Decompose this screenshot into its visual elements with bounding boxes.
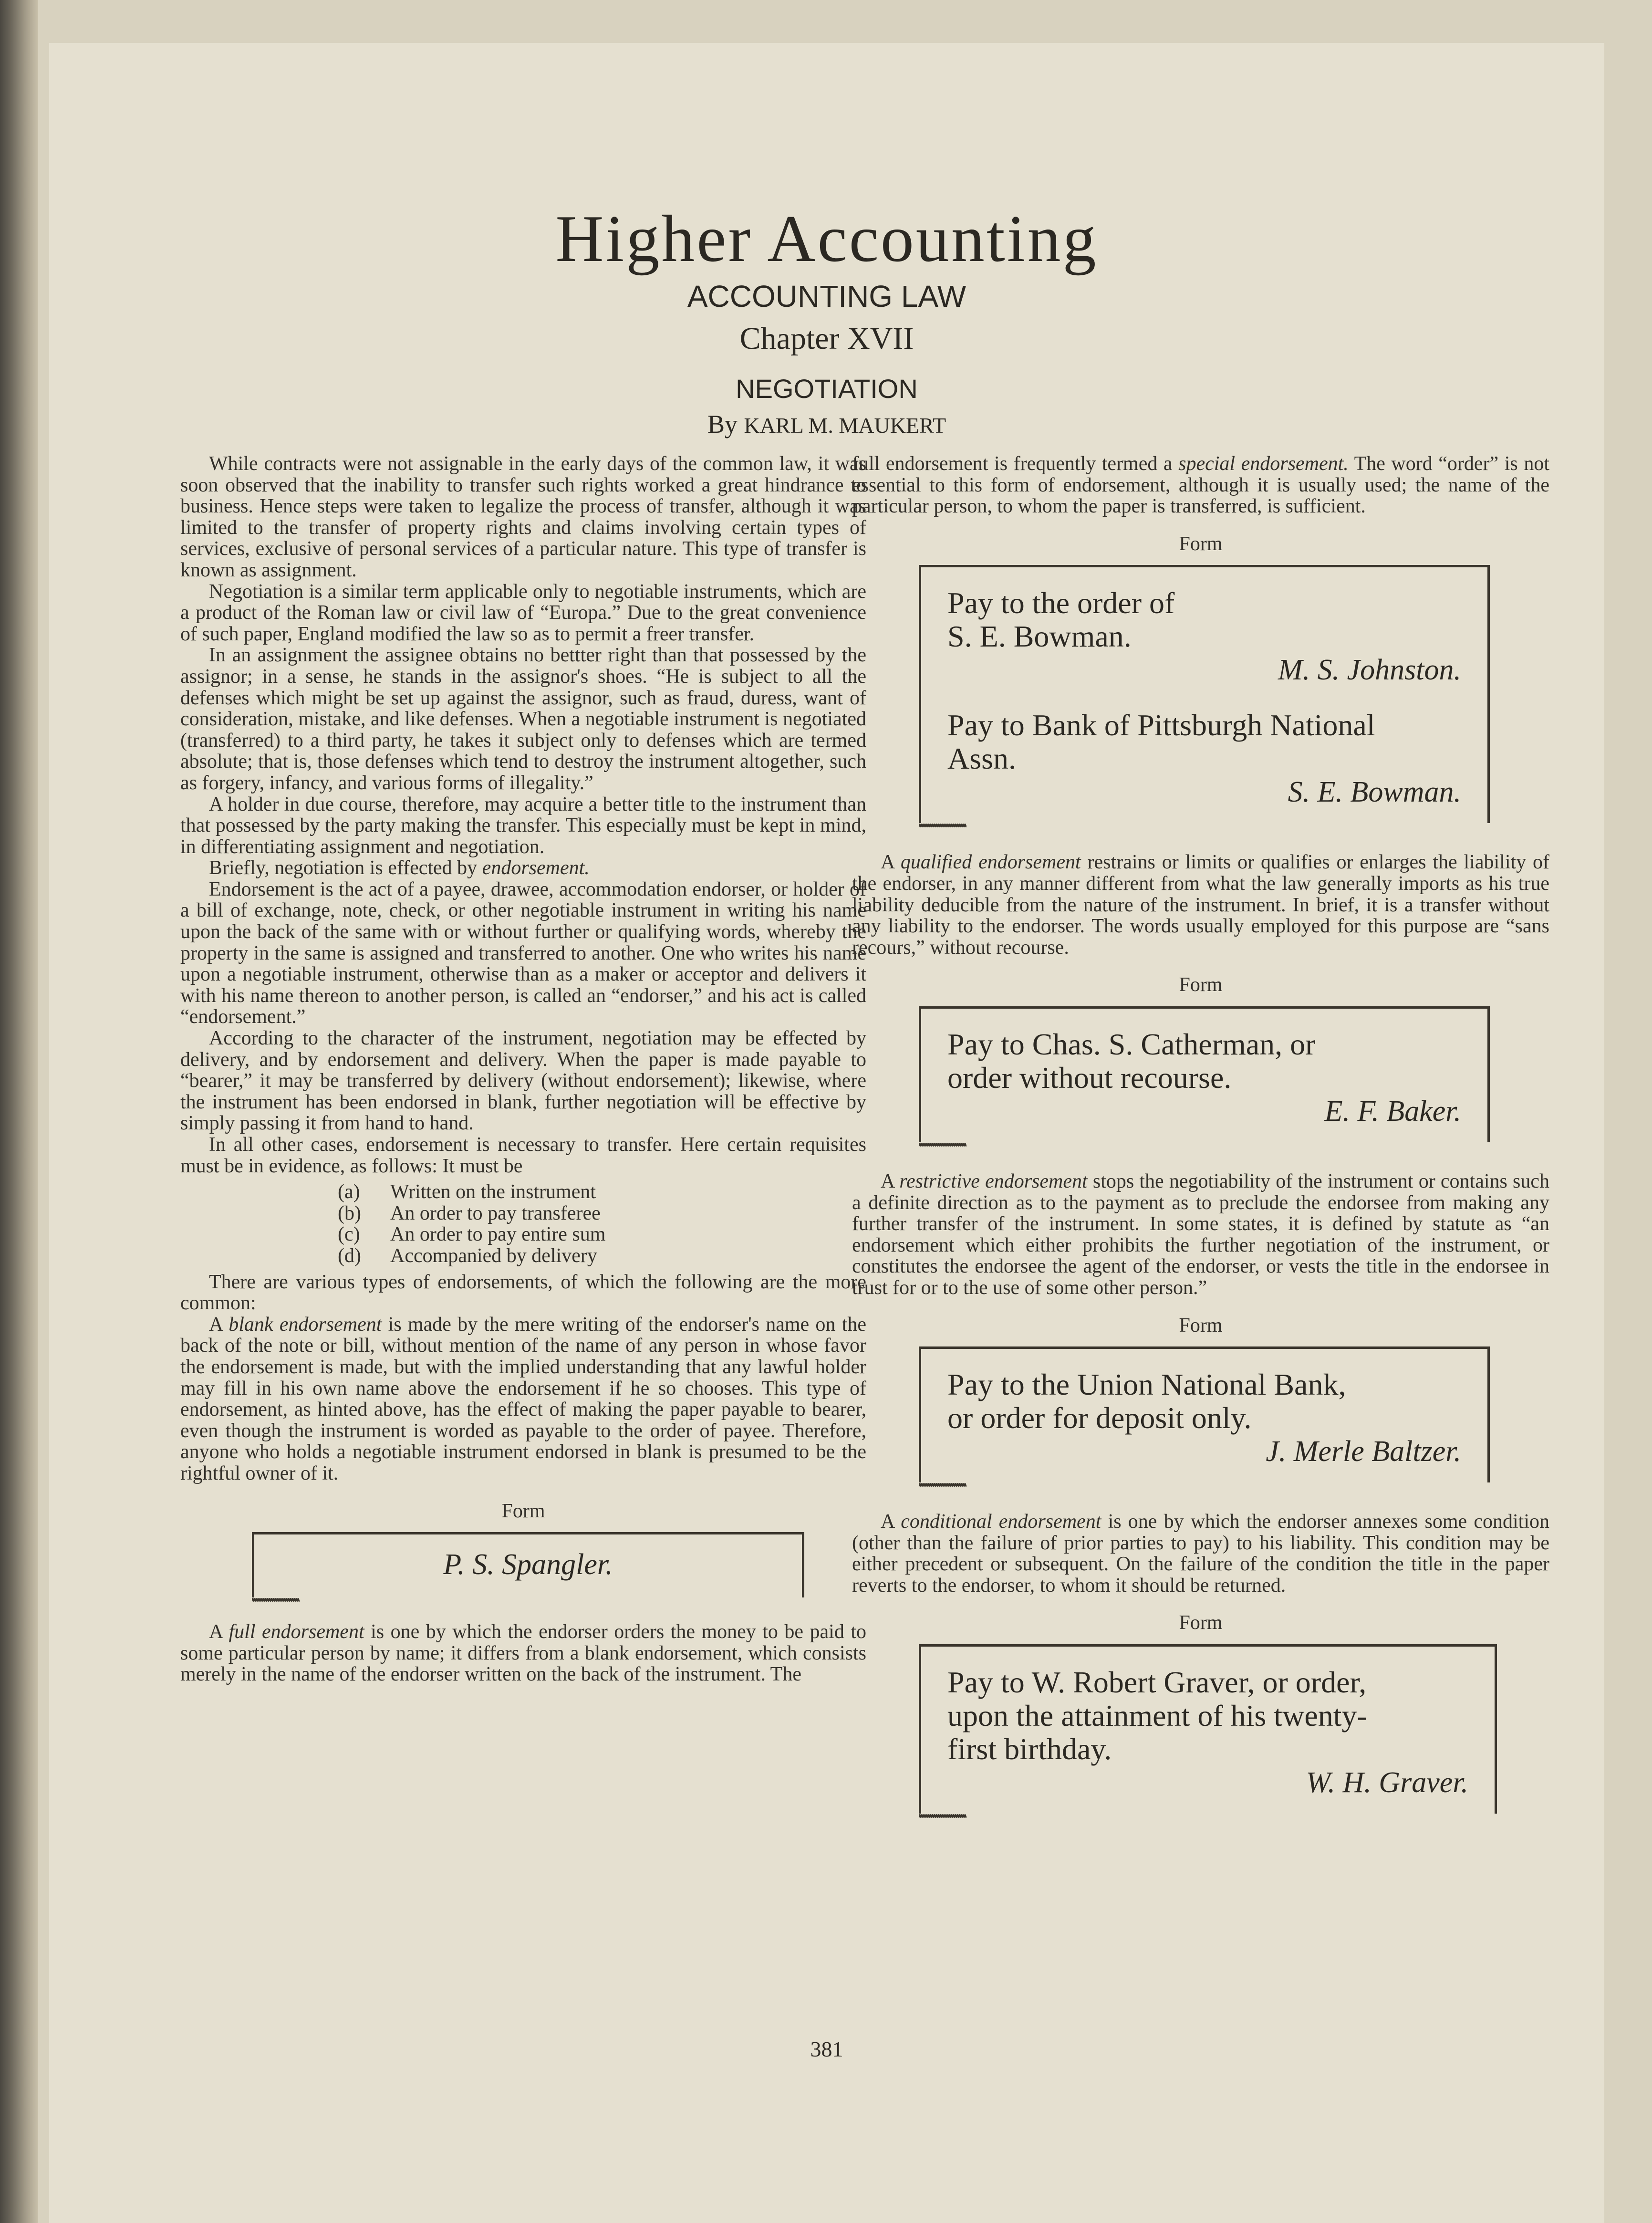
endorsement-form-qualified — [919, 1006, 1490, 1142]
wavy-border — [919, 1140, 966, 1149]
wavy-border — [919, 821, 966, 830]
form-text: Pay to the Union National Bank, — [947, 1367, 1346, 1402]
endorsement-form-blank — [252, 1532, 804, 1597]
page — [49, 43, 1604, 2223]
form-label: Form — [501, 1500, 545, 1522]
form-text: Assn. — [947, 741, 1017, 776]
list-item: (b) An order to pay transferee — [338, 1202, 601, 1224]
signature: J. Merle Baltzer. — [1266, 1435, 1461, 1468]
emphasis-term: endorsement. — [482, 857, 590, 879]
form-text: Pay to Chas. S. Catherman, or — [947, 1027, 1316, 1061]
emphasis-term: conditional endorsement — [901, 1511, 1101, 1533]
paragraph: According to the character of the instrument, negotiation may be effected by delivery, and by endorsement and delivery. When the paper is made payable to “bearer,” it may be transferred by delivery (without endorsement); likewise, where the instrument has been endorsed in blank, further negotiation will be effective by simply passing it from hand to hand. — [180, 1027, 866, 1135]
form-text: first birthday. — [947, 1732, 1112, 1766]
paragraph: A conditional endorsement is one by which the endorser annexes some condition (other than the failure of prior parties to pay) to his liability. This condition may be either precedent or subsequent. On the failure of the condition the title in the paper reverts to the endorser, to whom it should be returned. — [852, 1511, 1550, 1597]
right-column — [852, 453, 1549, 1814]
chapter-heading: Chapter XVII — [739, 321, 914, 356]
emphasis-term: qualified endorsement — [900, 851, 1081, 874]
emphasis-term: blank endorsement — [229, 1313, 382, 1336]
paragraph: A restrictive endorsement stops the negotiability of the instrument or contains such a definite direction as to the payment as to preclude the endorsee from making any further transfer of the instrument. In some states, it is defined by statute as “an endorsement which either prohibits the further negotiation of the instrument, or constitutes the endorsee the agent of the endorser, or vests the title in the endorsee in trust for or to the use of some other person.” — [852, 1170, 1549, 1299]
left-column — [180, 453, 866, 1685]
form-text: Pay to the order of — [947, 586, 1175, 620]
paragraph: While contracts were not assignable in the early days of the common law, it was soon observed that the inability to transfer such rights worked a great hindrance to business. Hence steps were taken to legalize the process of transfer, although it was limited to the transfer of property rights and claims involving certain types of services, exclusive of personal services of a particular nature. This type of transfer is known as assignment. — [180, 453, 866, 581]
paragraph: A full endorsement is one by which the endorser orders the money to be paid to some particular person by name; it differs from a blank endorsement, which consists merely in the name of the endorser written on the back of the instrument. The — [180, 1621, 866, 1686]
endorsement-form-conditional — [919, 1644, 1497, 1814]
byline — [49, 409, 1604, 439]
byline-prefix: By — [707, 410, 738, 438]
signature: W. H. Graver. — [1306, 1766, 1468, 1799]
wavy-border — [919, 1481, 966, 1489]
emphasis-term: restrictive endorsement — [899, 1170, 1088, 1192]
requisites-list — [180, 1181, 866, 1266]
paragraph: In an assignment the assignee obtains no bettter right than that possessed by the assignor; in a sense, he stands in the assignor's shoes. “He is subject to all the defenses which might be set up against the assignor, such as fraud, duress, want of consideration, mistake, and like defenses. When a negotiable instrument is negotiated (transferred) to a third party, he takes it subject only to defenses which are termed absolute; that is, those defenses which tend to destroy the instrument altogether, such as forgery, infancy, and various forms of illegality.” — [180, 644, 866, 794]
endorsement-form-special — [919, 565, 1490, 823]
form-label: Form — [1179, 1314, 1223, 1336]
page-title: Higher Accounting — [555, 202, 1098, 276]
signature: E. F. Baker. — [1324, 1095, 1461, 1127]
form-text: Pay to Bank of Pittsburgh National — [947, 708, 1375, 742]
paragraph: A qualified endorsement restrains or limits or qualifies or enlarges the liability of the endorser, in any manner different from what the law generally imports as his true liability deducible from the nature of the instrument. In brief, it is a transfer without any liability to the endorser. The words usually employed for this purpose are “sans recours,” without recourse. — [852, 851, 1550, 959]
article-subtitle: ACCOUNTING LAW — [687, 279, 966, 313]
page-number: 381 — [810, 2037, 843, 2061]
paragraph: Briefly, negotiation is effected by endorsement. — [209, 857, 590, 879]
signature: S. E. Bowman. — [1288, 776, 1461, 809]
emphasis-term: full endorsement — [229, 1621, 364, 1643]
signature: M. S. Johnston. — [1278, 654, 1461, 687]
section-heading: NEGOTIATION — [736, 374, 918, 404]
form-label: Form — [1179, 532, 1223, 555]
author-name: KARL M. MAUKERT — [744, 413, 946, 438]
paragraph: full endorsement is frequently termed a special endorsement. The word “order” is not essential to this form of endorsement, although it is usually used; the name of the particular person, to whom the paper is transferred, is sufficient. — [852, 453, 1549, 518]
signature: P. S. Spangler. — [443, 1548, 613, 1581]
form-text: S. E. Bowman. — [947, 619, 1132, 654]
paragraph: A blank endorsement is made by the mere writing of the endorser's name on the back of the note or bill, without mention of the name of any person in whose favor the endorsement is made, but with the implied understanding that any lawful holder may fill in his own name above the endorsement if he so chooses. This type of endorsement, as hinted above, has the effect of making the paper payable to bearer, even though the instrument is worded as payable to the order of payee. Therefore, anyone who holds a negotiable instrument endorsed in blank is presumed to be the rightful owner of it. — [180, 1313, 866, 1484]
paragraph: Endorsement is the act of a payee, drawee, accommodation endorser, or holder of a bill of exchange, note, check, or other negotiable instrument in writing his name upon the back of the same with or without further or qualifying words, whereby the property in the same is assigned and transferred to another. One who writes his name upon a negotiable instrument, otherwise than as a maker or acceptor and delivers it with his name thereon to another person, is called an “endorser,” and his act is called “endorsement.” — [180, 878, 866, 1028]
form-text: Pay to W. Robert Graver, or order, — [947, 1665, 1367, 1700]
paragraph: In all other cases, endorsement is necessary to transfer. Here certain requisites must be in evidence, as follows: It must be — [180, 1134, 866, 1177]
list-item: (c) An order to pay entire sum — [338, 1223, 606, 1246]
book-binding-shadow — [0, 0, 38, 2223]
form-text: order without recourse. — [947, 1060, 1232, 1095]
list-item: (d) Accompanied by delivery — [338, 1244, 597, 1267]
form-label: Form — [1179, 1612, 1223, 1634]
form-text: upon the attainment of his twenty- — [947, 1699, 1367, 1733]
paragraph: There are various types of endorsements, of which the following are the more common: — [180, 1271, 866, 1315]
wavy-border — [919, 1812, 966, 1820]
form-text: or order for deposit only. — [947, 1401, 1252, 1435]
form-label: Form — [1179, 974, 1223, 996]
endorsement-form-restrictive — [919, 1346, 1490, 1482]
list-item: (a) Written on the instrument — [338, 1181, 596, 1203]
emphasis-term: special endorsement. — [1178, 453, 1349, 475]
wavy-border — [252, 1596, 300, 1604]
paragraph: Negotiation is a similar term applicable only to negotiable instruments, which are a product of the Roman law or civil law of “Europa.” Due to the great convenience of such paper, England modified the law so as to permit a freer transfer. — [180, 580, 866, 645]
paragraph: A holder in due course, therefore, may acquire a better title to the instrument than that possessed by the party making the transfer. This especially must be kept in mind, in differentiating assignment and negotiation. — [180, 793, 866, 858]
